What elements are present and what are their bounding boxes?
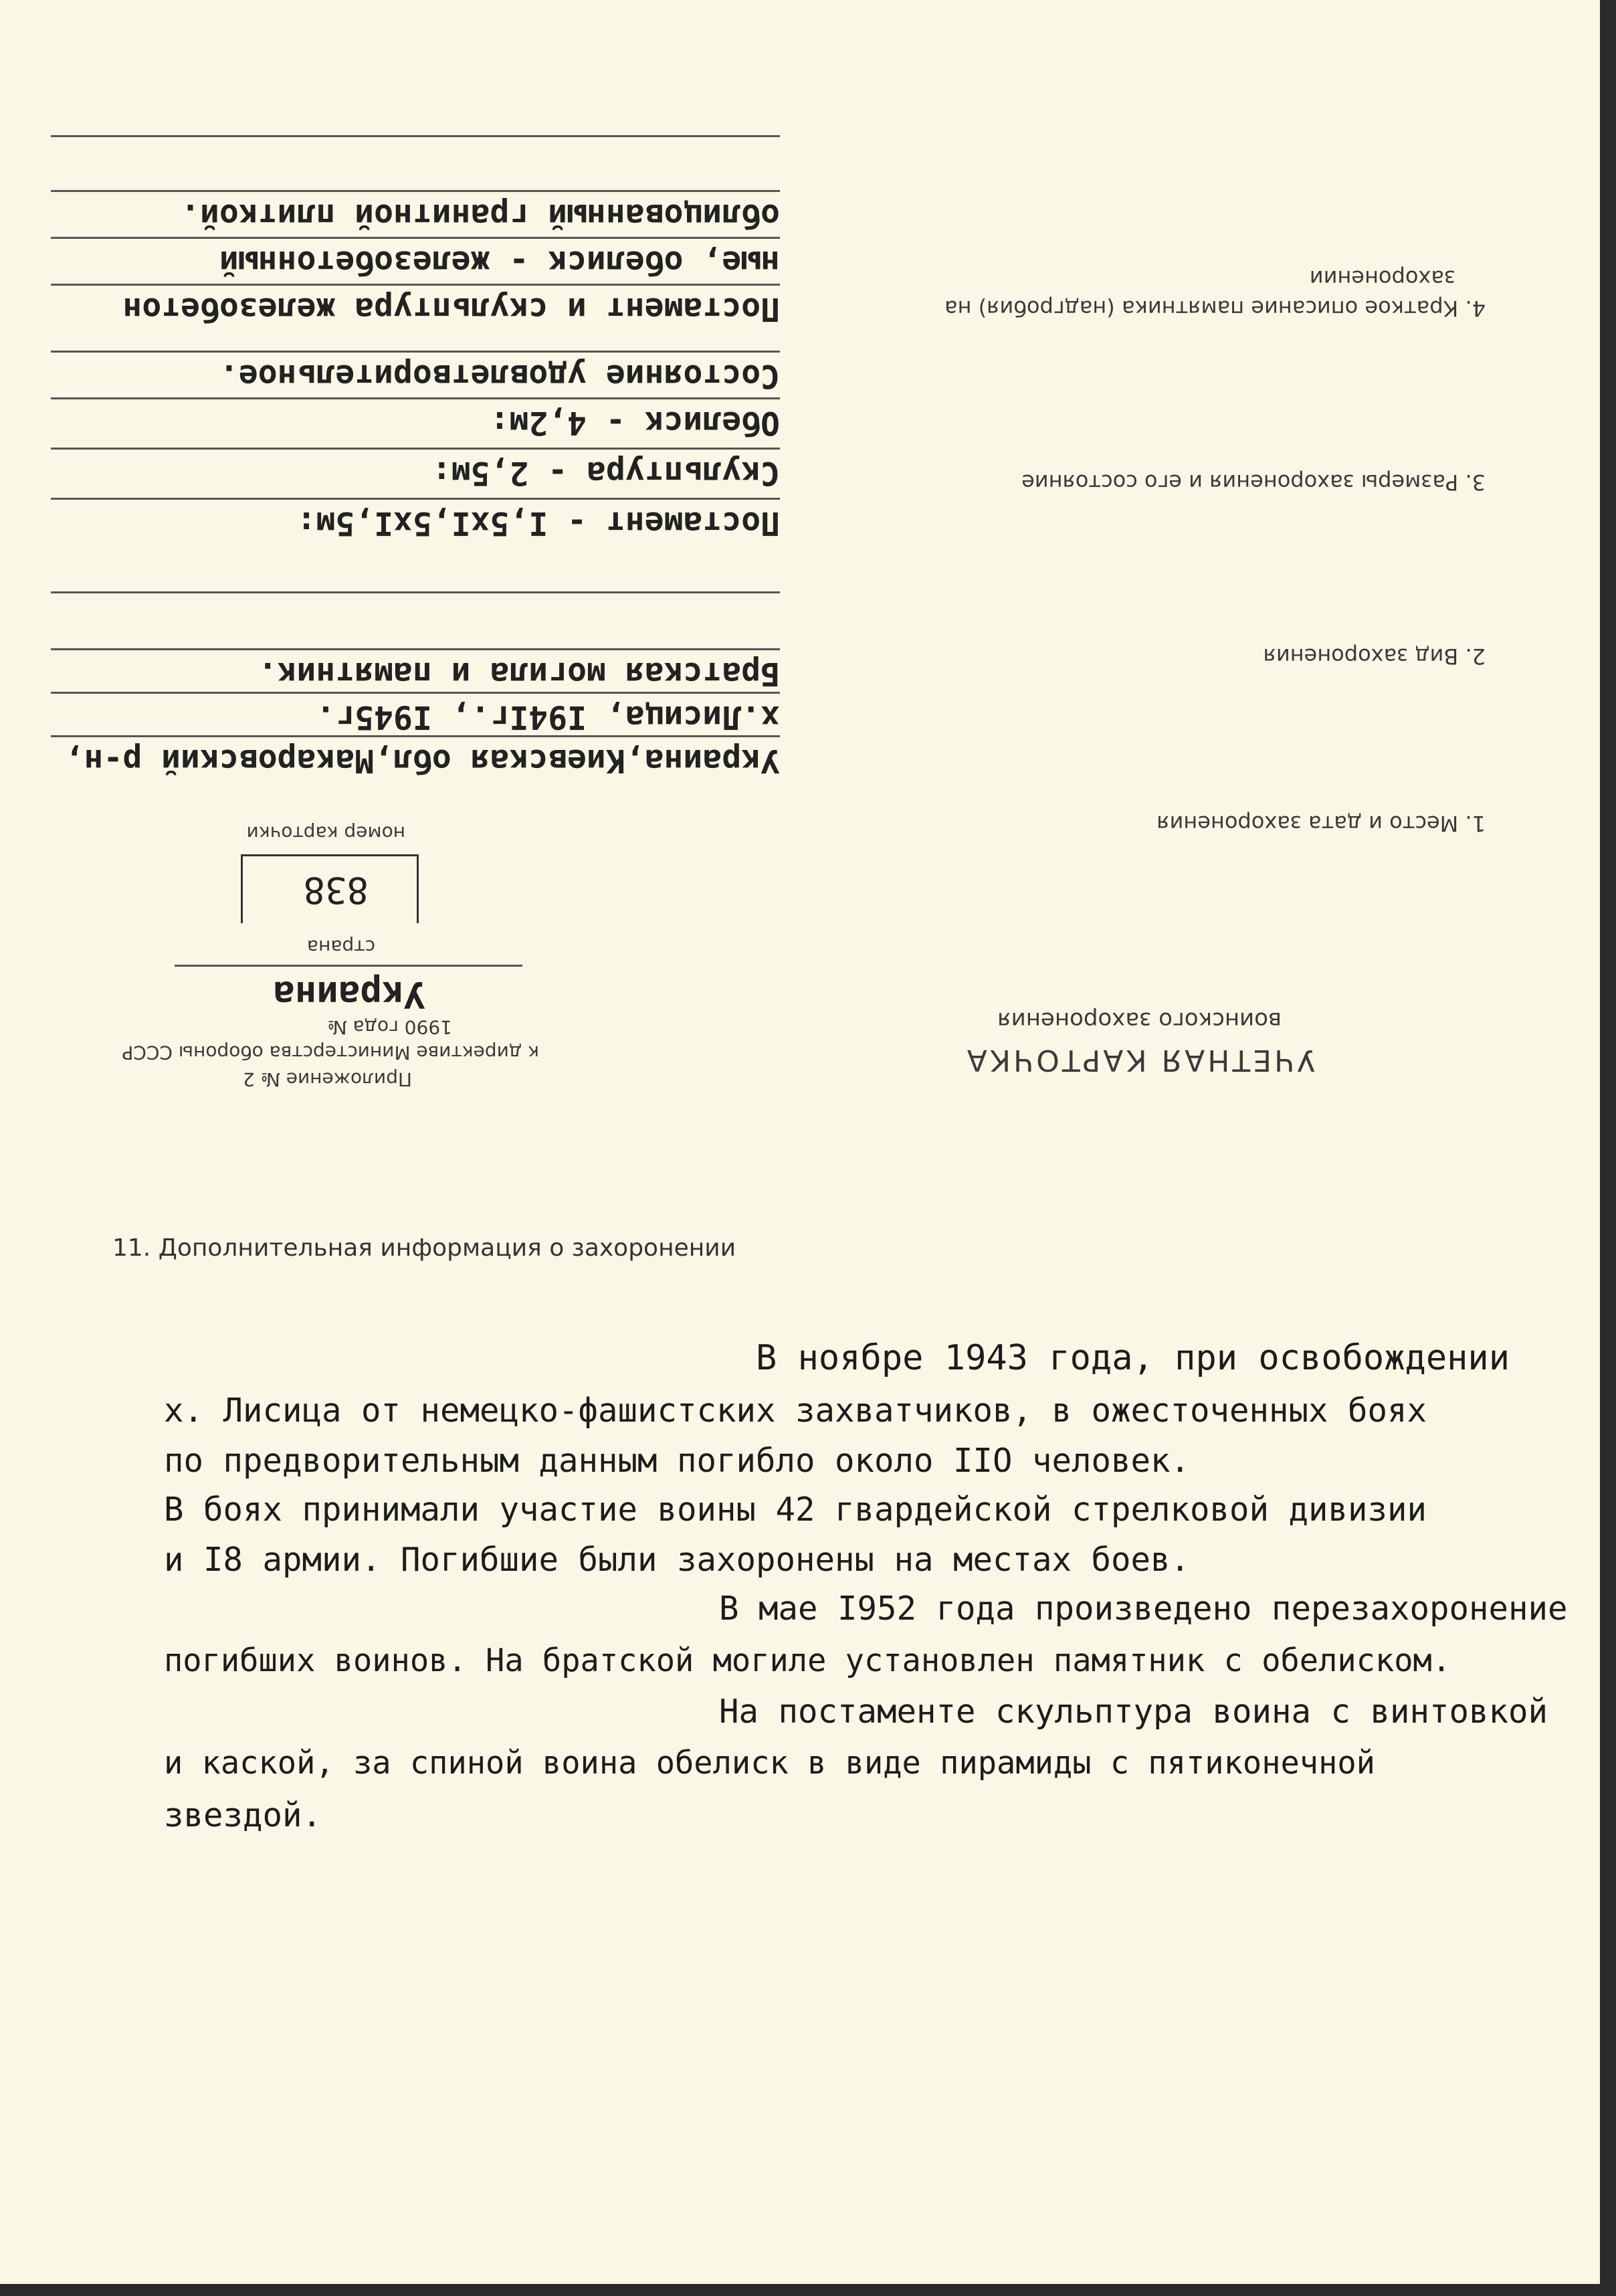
- typed-line: Братская могила и памятник.: [258, 655, 780, 692]
- paragraph-line: В ноябре 1943 года, при освобождении: [756, 1338, 1510, 1378]
- field-monument-description-label-2: захоронении: [1309, 266, 1455, 291]
- typed-line: Обелиск - 4,2м:: [490, 404, 780, 442]
- appendix-line-1: Приложение № 2: [243, 1068, 412, 1090]
- typed-line: х.Лисица, I94Iг., I945г.: [316, 698, 780, 736]
- country-label: страна: [306, 936, 375, 958]
- scan-edge-right: [1600, 0, 1616, 2296]
- field-place-date-label: 1. Место и дата захоронения: [1156, 811, 1486, 836]
- entry-line: [51, 498, 780, 500]
- card-subtitle: воинского захоронения: [997, 1007, 1282, 1034]
- typed-line: ные, обелиск - железобетонный: [219, 244, 780, 281]
- entry-line: [51, 591, 780, 593]
- entry-line: [51, 397, 780, 399]
- entry-line: [51, 135, 780, 137]
- paragraph-line: х. Лисица от немецко-фашистских захватчиков, в ожесточенных боях: [164, 1392, 1427, 1430]
- entry-line: [51, 648, 780, 650]
- paragraph-line: и каской, за спиной воина обелиск в виде пирамиды с пятиконечной: [164, 1745, 1375, 1782]
- scan-edge-bottom: [0, 2284, 1616, 2296]
- typed-line: облицованный гранитной плиткой.: [181, 197, 780, 234]
- paragraph-line: по предворительным данным погибло около IIО человек.: [164, 1442, 1191, 1480]
- country-value: Украина: [273, 973, 425, 1016]
- typed-line: Скульптура - 2,5м:: [431, 454, 780, 492]
- card-number-value: 838: [303, 869, 369, 911]
- country-underline: [175, 965, 522, 967]
- paragraph-line: погибших воинов. На братской могиле установлен памятник с обелиском.: [164, 1642, 1451, 1679]
- appendix-line-3: 1990 года №: [327, 1016, 452, 1038]
- paragraph-line: На постаменте скульптура воина с винтовкой: [719, 1693, 1548, 1731]
- appendix-line-2: к директиве Министерства обороны СССР: [122, 1042, 539, 1064]
- paragraph-line: и I8 армии. Погибшие были захоронены на местах боев.: [164, 1541, 1191, 1579]
- field-burial-type-label: 2. Вид захоронения: [1263, 644, 1486, 669]
- additional-info-label: 11. Дополнительная информация о захоронении: [112, 1234, 736, 1262]
- entry-line: [51, 190, 780, 192]
- typed-line: Состояние удовлетворительное.: [219, 357, 780, 395]
- paragraph-line: звездой.: [164, 1796, 322, 1834]
- typed-line: Постамент - I,5хI,5хI,5м:: [296, 504, 780, 542]
- entry-line: [51, 237, 780, 239]
- card-title: УЧЕТНАЯ КАРТОЧКА: [964, 1043, 1315, 1077]
- paragraph-line: В мае I952 года произведено перезахоронение: [719, 1590, 1568, 1628]
- entry-line: [51, 448, 780, 450]
- typed-line: Украина,Киевская обл,Макаровский р-н,: [64, 742, 780, 779]
- paragraph-line: В боях принимали участие воины 42 гвардейской стрелковой дивизии: [164, 1491, 1427, 1529]
- field-size-condition-label: 3. Размеры захоронения и его состояние: [1021, 470, 1486, 495]
- entry-line: [51, 351, 780, 353]
- entry-line: [51, 284, 780, 286]
- typed-line: Постамент и скульптура железобетон: [122, 290, 780, 328]
- field-monument-description-label: 4. Краткое описание памятника (надгробия) на: [944, 296, 1486, 321]
- card-number-label: номер карточки: [246, 822, 405, 844]
